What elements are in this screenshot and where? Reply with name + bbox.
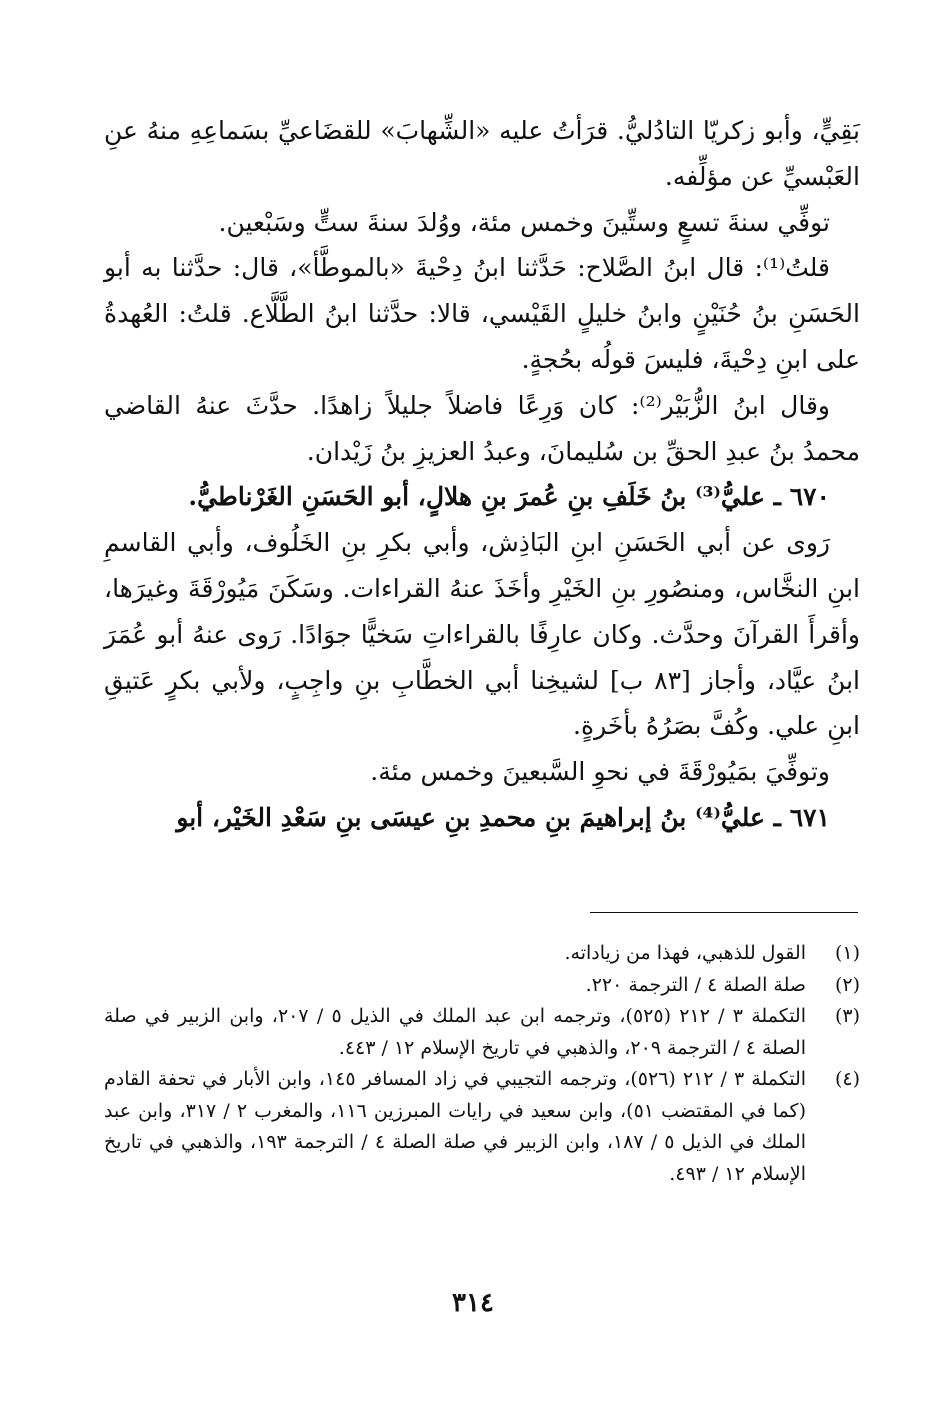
paragraph-death-birth: توفِّي سنةَ تسعٍ وستِّينَ وخمس مئة، ووُلدَ سنةَ ستٍّ وسَبْعين. — [218, 207, 830, 237]
footnote-3 — [104, 1001, 860, 1064]
footnote-text: صلة الصلة ٤ / الترجمة ٢٢٠. — [585, 973, 806, 996]
entry-heading-671: ٦٧١ ـ عليُّ⁽⁴⁾ بنُ إبراهيمَ بنِ محمدِ بنِ عيسَى بنِ سَعْدِ الخَيْر، أبو — [176, 802, 830, 832]
footnote-divider — [590, 912, 858, 913]
footnote-number: (٣) — [834, 1005, 860, 1027]
paragraph-intro: بَقِيٍّ، وأبو زكريّا التادُليُّ. قرَأتُ عليه «الشِّهابَ» للقضَاعيِّ بسَماعِهِ منهُ عنِ العَبْسيِّ عن مؤلِّفه. — [104, 116, 860, 191]
footnote-text: القول للذهبي، فهذا من زياداته. — [564, 942, 806, 964]
footnote-2 — [104, 970, 860, 1002]
footnote-text: التكملة ٣ / ٢١٢ (٥٢٥)، وترجمه ابن عبد الملك في الذيل ٥ / ٢٠٧، وابن الزبير في صلة الصلة ٤ / الترجمة ٢٠٩، والذهبي في تاريخ الإسلام ١٢ / ٤٤٣. — [104, 1005, 806, 1059]
paragraph-death-mayurqa: وتوفِّيَ بمَيُورْقَةَ في نحوِ السَّبعينَ وخمس مئة. — [370, 757, 830, 787]
footnote-1 — [104, 938, 860, 970]
entry-heading-670: ٦٧٠ ـ عليُّ⁽³⁾ بنُ خَلَفِ بنِ عُمرَ بنِ هلالٍ، أبو الحَسَنِ الغَرْناطيُّ. — [188, 482, 830, 512]
main-text — [104, 108, 860, 841]
footnote-number: (٢) — [834, 973, 860, 996]
footnote-4 — [104, 1064, 860, 1190]
paragraph-ibn-zubayr: وقال ابنُ الزُّبَيْر⁽²⁾: كان وَرِعًا فاضلاً جليلاً زاهدًا. حدَّثَ عنهُ القاضي محمدُ بنُ عبدِ الحقِّ بن سُليمانَ، وعبدُ العزيزِ بنُ زَيْدان. — [104, 390, 860, 466]
footnotes — [104, 938, 860, 1190]
paragraph-ibn-salah: قلتُ⁽¹⁾: قال ابنُ الصَّلاح: حَدَّثنا ابنُ دِحْيةَ «بالموطَّأ»، قال: حدَّثنا به أبو الحَسَنِ بنُ حُنَيْنٍ وابنُ خليلٍ القَيْسي، قالا: حدَّثنا ابنُ الطَّلَّاع. قلتُ: العُهدةُ على ابنِ دِحْيةَ، فليسَ قولُه بحُجةٍ. — [104, 253, 860, 374]
footnote-text: التكملة ٣ / ٢١٢ (٥٢٦)، وترجمه التجيبي في زاد المسافر ١٤٥، وابن الأبار في تحفة القادم (كما في المقتضب ٥١)، وابن سعيد في رايات المبرزين ١١٦، والمغرب ٢ / ٣١٧، وابن عبد الملك في الذيل ٥ / ١٨٧، وابن الزبير في صلة الصلة ٤ / الترجمة ١٩٣، والذهبي في تاريخ الإسلام ١٢ / ٤٩٣. — [104, 1068, 807, 1185]
footnote-number: (٤) — [834, 1068, 860, 1090]
footnote-number: (١) — [834, 942, 860, 964]
page-number: ٣١٤ — [452, 1288, 494, 1318]
paragraph-entry-670: رَوى عن أبي الحَسَنِ ابنِ البَاذِش، وأبي بكرِ بنِ الخَلُوف، وأبي القاسمِ ابنِ النخَّاس، ومنصُورِ بنِ الخَيْرِ وأخَذَ عنهُ القراءات. وسَكَنَ مَيُورْقَةَ وغيرَها، وأقرأَ القرآنَ وحدَّث. وكان عارِفًا بالقراءاتِ سَخيًّا جوَادًا. رَوى عنهُ أبو عُمَرَ ابنُ عيَّاد، وأجاز [٨٣ ب] لشيخِنا أبي الخطَّابِ بنِ واجِبٍ، ولأبي بكرٍ عَتيقِ ابنِ علي. وكُفَّ بصَرُهُ بأخَرةٍ. — [104, 528, 860, 741]
